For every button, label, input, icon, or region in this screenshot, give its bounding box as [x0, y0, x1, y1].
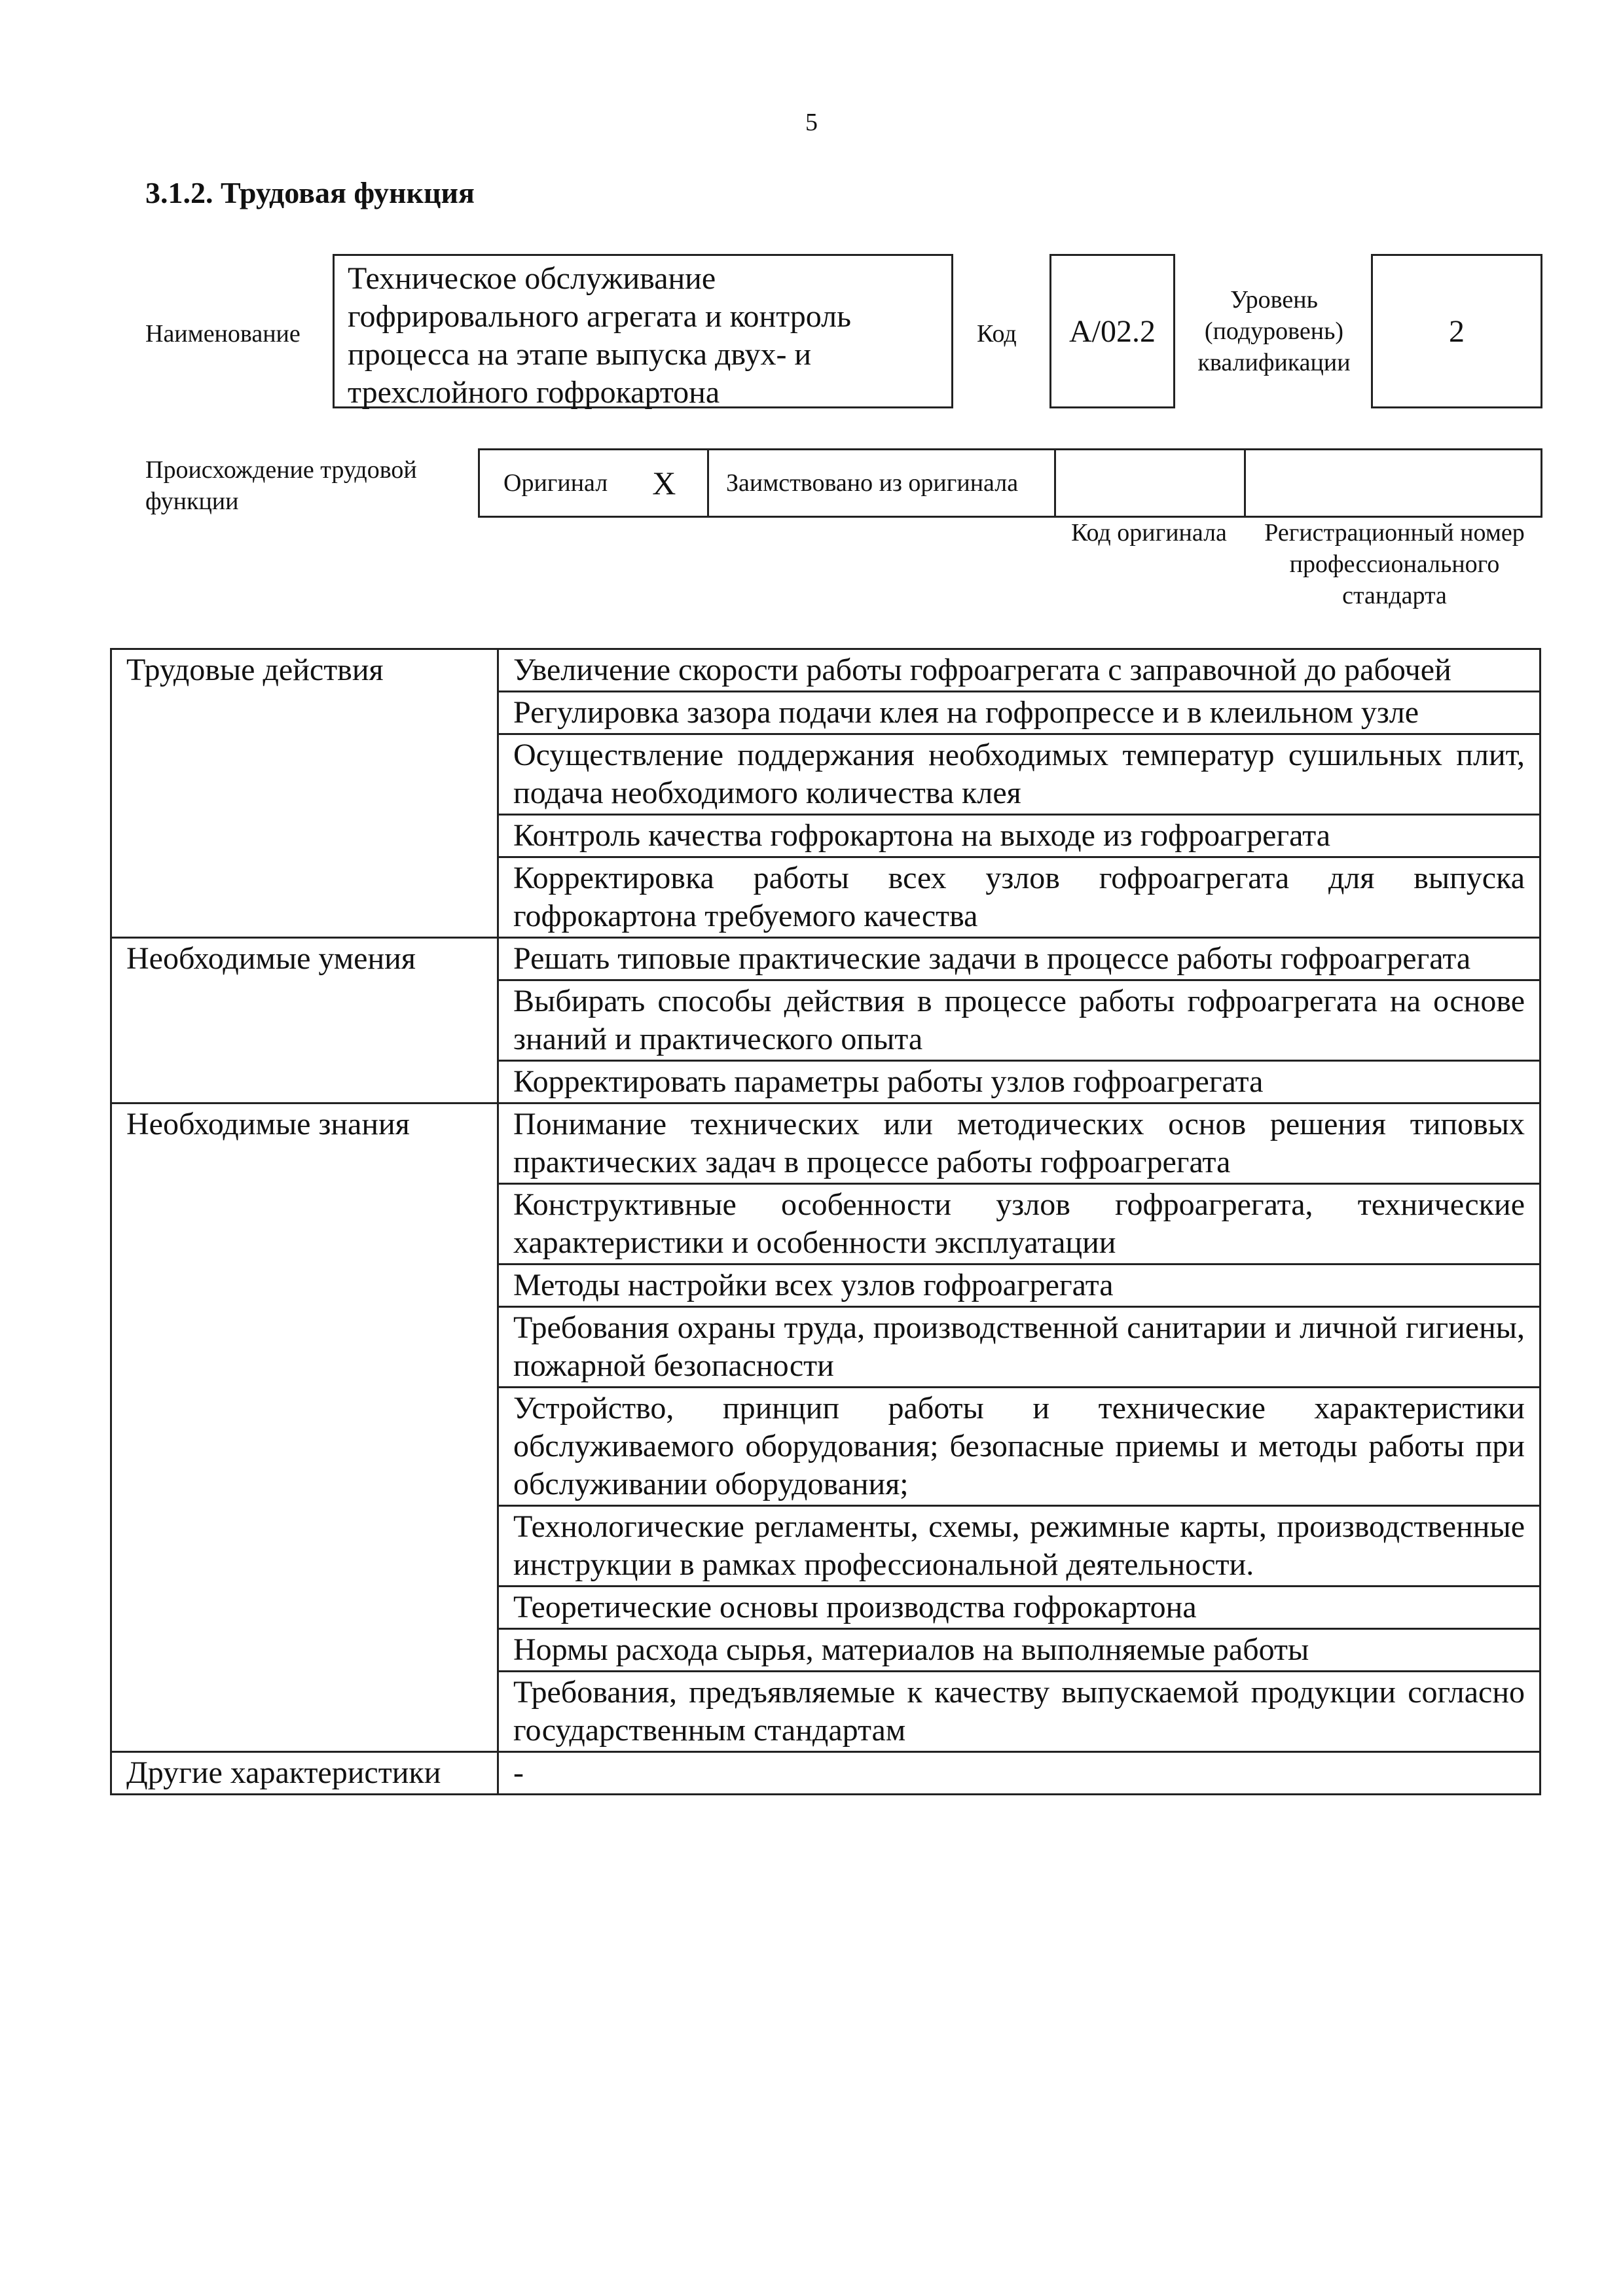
section-title-cell: Необходимые умения [111, 938, 498, 1103]
section-item-cell: Нормы расхода сырья, материалов на выполняемые работы [498, 1629, 1541, 1672]
section-title: 3.1.2. Трудовая функция [145, 176, 475, 209]
section-item-cell: Решать типовые практические задачи в процессе работы гофроагрегата [498, 938, 1541, 980]
section-item-cell: Устройство, принцип работы и технические характеристики обслуживаемого оборудования; безопасные приемы и методы работы при обслуживании оборудования; [498, 1388, 1541, 1506]
page-number: 5 [805, 109, 818, 136]
section-item-cell: Требования, предъявляемые к качеству выпускаемой продукции согласно государственным стандартам [498, 1672, 1541, 1752]
section-item-cell: Контроль качества гофрокартона на выходе из гофроагрегата [498, 815, 1541, 857]
borrowed-label: Заимствовано из оригинала [726, 469, 1019, 497]
original-cell [480, 450, 709, 516]
section-item-cell: Требования охраны труда, производственной санитарии и личной гигиены, пожарной безопасности [498, 1307, 1541, 1388]
reg-number-caption: Регистрационный номер профессионального стандарта [1264, 519, 1525, 609]
section-item-cell: - [498, 1752, 1541, 1795]
table-row [111, 1752, 1541, 1795]
section-item-cell: Осуществление поддержания необходимых температур сушильных плит, подача необходимого количества клея [498, 734, 1541, 815]
section-item-cell: Технологические регламенты, схемы, режимные карты, производственные инструкции в рамках профессиональной деятельности. [498, 1506, 1541, 1587]
level-label: Уровень (подуровень) квалификации [1197, 286, 1351, 376]
original-code-cell [1056, 450, 1246, 516]
reg-number-cell [1246, 450, 1541, 516]
section-title-cell: Необходимые знания [111, 1103, 498, 1752]
table-row [111, 1103, 1541, 1184]
table-row [111, 649, 1541, 692]
code-box: А/02.2 [1049, 254, 1175, 408]
section-item-cell: Понимание технических или методических основ решения типовых практических задач в процессе работы гофроагрегата [498, 1103, 1541, 1184]
origin-row [478, 448, 1542, 518]
original-label: Оригинал [503, 469, 608, 497]
section-item-cell: Корректировка работы всех узлов гофроагрегата для выпуска гофрокартона требуемого качества [498, 857, 1541, 938]
code-label: Код [977, 320, 1017, 348]
section-item-cell: Увеличение скорости работы гофроагрегата с заправочной до рабочей [498, 649, 1541, 692]
section-item-cell: Корректировать параметры работы узлов гофроагрегата [498, 1061, 1541, 1103]
section-item-cell: Выбирать способы действия в процессе работы гофроагрегата на основе знаний и практического опыта [498, 980, 1541, 1061]
section-title-cell: Другие характеристики [111, 1752, 498, 1795]
function-details-table [110, 648, 1541, 1795]
origin-label: Происхождение трудовой функции [145, 456, 417, 515]
section-item-cell: Регулировка зазора подачи клея на гофропрессе и в клеильном узле [498, 692, 1541, 734]
function-name-box: Техническое обслуживание гофрировального агрегата и контроль процесса на этапе выпуска двух- и трехслойного гофрокартона [333, 254, 953, 408]
level-box: 2 [1371, 254, 1542, 408]
section-title-cell: Трудовые действия [111, 649, 498, 938]
section-item-cell: Теоретические основы производства гофрокартона [498, 1587, 1541, 1629]
borrowed-cell [709, 450, 1056, 516]
section-item-cell: Методы настройки всех узлов гофроагрегата [498, 1265, 1541, 1307]
original-code-caption: Код оригинала [1071, 519, 1227, 547]
original-mark: X [652, 465, 676, 501]
section-item-cell: Конструктивные особенности узлов гофроагрегата, технические характеристики и особенности эксплуатации [498, 1184, 1541, 1265]
name-label: Наименование [145, 320, 301, 348]
table-row [111, 938, 1541, 980]
